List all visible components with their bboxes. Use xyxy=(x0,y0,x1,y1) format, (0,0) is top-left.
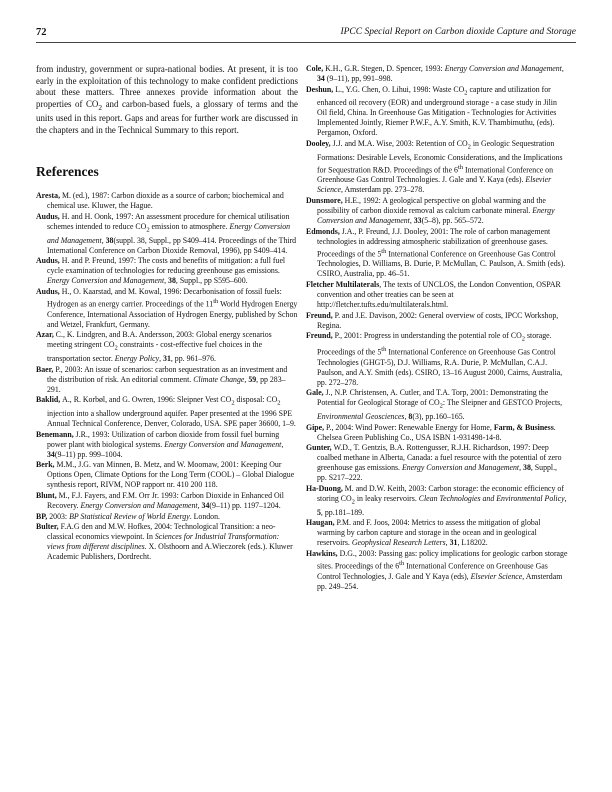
reference-text: , xyxy=(564,493,567,503)
reference-entry xyxy=(306,443,568,483)
reference-text: Freund, xyxy=(306,331,335,341)
reference-text: , xyxy=(409,216,414,226)
reference-text: H. and P. Freund, 1997: The costs and benefits of mitigation: a full fuel cycle examination of technologies for reducing greenhouse gas emissions. xyxy=(47,256,286,276)
reference-text: H.E., 1992: A geological perspective on global warming and the possibility of carbon dioxide removal as calcium carbonate mineral. xyxy=(317,195,546,215)
reference-text: H. and H. Oonk, 1997: An assessment procedure for chemical utilisation schemes intended to reduce CO xyxy=(47,211,290,232)
reference-text: Elsevier Science xyxy=(317,175,552,195)
reference-entry xyxy=(36,395,298,429)
reference-text: Audus, xyxy=(36,286,62,296)
reference-text: 38 xyxy=(523,463,531,473)
reference-text: Dooley, xyxy=(306,138,333,148)
reference-text: P., 2001: Progress in understanding the potential role of CO xyxy=(334,331,522,341)
reference-text: th xyxy=(381,345,387,353)
reference-text: 8 xyxy=(408,411,413,421)
reference-text: 2003: xyxy=(49,511,70,521)
header-rule xyxy=(36,42,576,43)
reference-text: 31 xyxy=(163,353,171,363)
reference-text: Energy Policy xyxy=(114,353,160,363)
reference-entry xyxy=(306,139,568,195)
reference-text: (9–11), pp, 991–998. xyxy=(324,74,393,84)
reference-text: Elsevier Science xyxy=(470,571,523,581)
reference-text: International Conference on Greenhouse Gas Control Technologies (GHGT-5), D.J. Williams, R.A. Durie, P. McMullan, C.A.J. Paulson, and A.Y. Smith (eds). CSIRO, 13–16 August 2000, Cairns, Australia, pp. 272–278. xyxy=(317,347,563,387)
reference-text: , Amsterdam pp. 249–254. xyxy=(317,571,563,591)
reference-text: Benemann, xyxy=(36,429,76,439)
right-column xyxy=(306,64,568,592)
reference-text: Energy Conversion and Management xyxy=(444,64,562,73)
reference-text: Gipe, xyxy=(306,422,327,432)
reference-text: , pp 283–291. xyxy=(47,374,286,394)
reference-text: 2 xyxy=(467,143,471,151)
reference-text: M. (ed.), 1987: Carbon dioxide as a source of carbon; biochemical and chemical use. Kluwer, the Hague. xyxy=(47,191,284,211)
references-list-left xyxy=(36,191,298,562)
reference-text: . Chelsea Green Publishing Co., USA ISBN 1-931498-14-8. xyxy=(317,422,556,442)
reference-text: (3), pp.160–165. xyxy=(412,411,465,421)
reference-text: storage. Proceedings of the 5 xyxy=(317,331,552,357)
reference-entry xyxy=(306,549,568,592)
reference-text: . London. xyxy=(189,511,220,521)
reference-text: , xyxy=(281,439,284,449)
reference-text: th xyxy=(457,163,464,171)
reference-text: Baklid, xyxy=(36,395,63,405)
reference-entry xyxy=(36,522,298,562)
reference-text: 34 xyxy=(201,500,210,510)
reference-text: Haugan, xyxy=(306,518,337,528)
reference-text: , pp.181–189. xyxy=(320,507,365,517)
reference-text: 38 xyxy=(105,235,114,245)
reference-text: 34 xyxy=(47,449,55,459)
reference-entry xyxy=(36,330,298,364)
reference-text: W.D., T. Gentzis, B.A. Rottengusser, R.J.H. Richardson, 1997: Deep coalbed methane in Alberta, Canada: a fuel resource with the potential of zero greenhouse gas emissions. xyxy=(317,443,562,473)
reference-text: , Amsterdam pp. 273–278. xyxy=(340,185,425,195)
reference-text: 2 xyxy=(146,226,150,234)
reference-text: (9–11) pp. 999–1004. xyxy=(54,449,123,459)
reference-text: , xyxy=(404,411,409,421)
reference-entry xyxy=(306,331,568,387)
reference-text: Cole, xyxy=(306,64,326,73)
reference-text: constraints - cost-effective fuel choices in the transportation sector. xyxy=(47,340,263,363)
reference-text: International Conference on Greenhouse Gas Control Technologies, D. Williams, B. Durie, P. McMullan, C. Paulson, A. Smith (eds). CSIRO, Australia, pp. 46–51. xyxy=(317,249,566,279)
reference-text: Gunter, xyxy=(306,443,334,453)
references-list-right xyxy=(306,64,568,592)
reference-text: M., F.J. Fayers, and F.M. Orr Jr. 1993: Carbon Dioxide in Enhanced Oil Recovery. xyxy=(47,490,284,510)
reference-text: Audus, xyxy=(36,211,62,221)
reference-text: Sciences for Industrial Transformation: views from different disciplines xyxy=(47,532,280,552)
reference-text: World Hydrogen Energy Conference, International Association of Hydrogen Energy, published by Schon and Wetzel, Frankfurt, Germany. xyxy=(47,299,298,329)
reference-text: Deshun, xyxy=(306,84,336,94)
reference-text: disposal: CO xyxy=(234,395,278,405)
reference-text: 5 xyxy=(317,507,321,517)
reference-text: 59 xyxy=(248,374,257,384)
reference-text: M.M., J.G. van Minnen, B. Metz, and W. Moomaw, 2001: Keeping Our Options Open, Climate Options for the Long Term (COOL) – Global Dialogue synthesis report, RIVM, NOP rapport nr. 410 200 118. xyxy=(47,460,295,490)
reference-text: Aresta, xyxy=(36,191,62,201)
reference-text: Gale, xyxy=(306,388,326,398)
reference-text: 2 xyxy=(351,498,355,506)
running-header-title: IPCC Special Report on Carbon dioxide Capture and Storage xyxy=(340,27,576,37)
reference-text: 2 xyxy=(439,402,443,410)
reference-text: J., N.P. Christensen, A. Cutler, and T.A. Torp, 2001: Demonstrating the Potential for Geological Storage of CO xyxy=(317,388,549,408)
reference-text: H., O. Kaarstad, and M. Kowal, 1996: Decarbonisation of fossil fuels: Hydrogen as an energy carrier. Proceedings of the 11 xyxy=(47,286,282,309)
intro-subscript: 2 xyxy=(98,102,103,112)
reference-text: , xyxy=(519,463,524,473)
left-column xyxy=(36,64,298,563)
reference-text: 2 xyxy=(464,89,468,97)
reference-entry xyxy=(36,212,298,256)
reference-text: F.A.G den and M.W. Hofkes, 2004: Technological Transition: a neo-classical economics viewpoint. In xyxy=(47,522,276,542)
reference-text: , xyxy=(101,235,106,245)
reference-entry xyxy=(306,280,568,310)
reference-text: Energy Conversion and Management xyxy=(47,276,165,286)
reference-text: Fletcher Multilaterals xyxy=(306,280,380,290)
reference-text: Bulter, xyxy=(36,522,61,532)
reference-text: th xyxy=(399,559,405,567)
page-number: 72 xyxy=(36,27,47,38)
reference-text: P.M. and F. Joos, 2004: Metrics to assess the mitigation of global warming by carbon capture and storage in the ocean and in geological reservoirs. xyxy=(317,518,541,548)
reference-entry xyxy=(306,518,568,548)
intro-text-b: and carbon-based fuels, a glossary of terms and the units used in this report. Gaps and areas for further work are discussed in the chapters and in the Technical Summary to this report. xyxy=(36,98,298,135)
references-heading: References xyxy=(36,164,99,180)
reference-text: 2 xyxy=(231,399,235,407)
reference-text: Dunsmore, xyxy=(306,195,345,205)
reference-entry xyxy=(36,460,298,490)
reference-text: Geophysical Research Letters xyxy=(351,538,446,548)
reference-text: BP, xyxy=(36,511,50,521)
reference-text: 38 xyxy=(168,276,176,286)
reference-text: , xyxy=(561,64,564,73)
reference-text: Energy Conversion and Management xyxy=(47,222,291,245)
reference-text: . X. Olsthoorn and A.Wieczorek (eds.). Kluwer Academic Publishers, Dordrecht. xyxy=(47,542,293,562)
reference-text: (9–11) pp. 1197–1204. xyxy=(209,500,281,510)
reference-text: (5–8), pp. 565–572. xyxy=(421,216,484,226)
reference-entry xyxy=(306,64,568,84)
reference-text: Farm, & Business xyxy=(493,422,554,432)
intro-text-a: from industry, government or supra-national bodies. At present, it is too early in the exploitation of this technology to make confident predictions about these matters. Three annexes provide information about the properties of CO xyxy=(36,64,298,109)
reference-text: Energy Conversion and Management xyxy=(317,205,555,226)
reference-entry xyxy=(306,85,568,139)
reference-text: 2 xyxy=(114,344,118,352)
reference-text: Energy Conversion and Management xyxy=(164,439,282,449)
reference-text: , The texts of UNCLOS, the London Convention, OSPAR convention and other treaties can be seen at http://fletcher.tufts.edu/multilaterals.html. xyxy=(317,280,561,310)
reference-text: 2 xyxy=(521,335,526,343)
reference-text: capture and utilization for enhanced oil recovery (EOR) and underground storage - a case study in Jilin Oil field, China. In Greenhouse Gas Mitigation - Technologies for Activities Implemented Jointly, Riemer P.W.F., A.Y. Smith, K.V. Thambimuthu, (eds). Pergamon, Oxford. xyxy=(317,84,557,138)
reference-text: 34 xyxy=(317,74,325,84)
reference-entry xyxy=(306,423,568,443)
reference-text: 2 xyxy=(277,399,281,407)
reference-text: , xyxy=(445,538,450,548)
reference-text: P. and J.E. Davison, 2002: General overview of costs, IPCC Workshop, Regina. xyxy=(317,310,559,330)
reference-text: L., Y.G. Chen, O. Lihui, 1998: Waste CO xyxy=(335,84,465,94)
reference-text: A., R. Korbøl, and G. Owren, 1996: Sleipner Vest CO xyxy=(62,395,232,405)
reference-text: Berk, xyxy=(36,460,57,470)
reference-text: , xyxy=(159,353,164,363)
reference-text: Hawkins, xyxy=(306,548,340,558)
reference-text: K.H., G.R. Stegen, D. Spencer, 1993: xyxy=(325,64,445,73)
reference-text: : The Sleipner and GESTCO Projects, xyxy=(442,398,563,408)
reference-text: , xyxy=(244,374,249,384)
reference-text: D.G., 2003: Passing gas: policy implications for geologic carbon storage sites. Proceedings of the 6 xyxy=(317,548,568,571)
reference-text: Energy Conversion and Management xyxy=(401,463,520,473)
reference-text: P., 2003: An issue of scenarios: carbon sequestration as an investment and the distribution of risk. An editorial comment. xyxy=(47,364,288,384)
reference-text: Freund, xyxy=(306,310,335,320)
reference-text: , xyxy=(164,276,169,286)
reference-text: , Suppl., pp S595–600. xyxy=(175,276,248,286)
reference-text: , L18202. xyxy=(457,538,488,548)
reference-entry xyxy=(306,311,568,331)
reference-text: M. and D.W. Keith, 2003: Carbon storage: the economic efficiency of storing CO xyxy=(317,483,564,503)
reference-text: Baer, xyxy=(36,364,56,374)
intro-paragraph xyxy=(36,64,298,136)
reference-text: (suppl. 38, Suppl., pp S409–414. Proceedings of the Third International Conference on Carbon Dioxide Removal, 1996), pp S409–414. xyxy=(47,235,297,255)
reference-entry xyxy=(36,491,298,511)
reference-text: emission to atmosphere. xyxy=(149,222,230,232)
reference-text: , pp. 961–976. xyxy=(170,353,216,363)
reference-text: Ha-Duong, xyxy=(306,483,345,493)
reference-text: th xyxy=(381,247,387,255)
reference-entry xyxy=(36,287,298,330)
reference-text: in leaky reservoirs. xyxy=(354,493,419,503)
reference-text: P., 2004: Wind Power: Renewable Energy for Home, xyxy=(326,422,494,432)
reference-text: Climate Change xyxy=(193,374,245,384)
reference-entry xyxy=(306,196,568,226)
reference-text: injection into a shallow underground aquifer. Paper presented at the 1996 SPE Annual Technical Conference, Denver, Colorado, USA. SPE paper 36600, 1–9. xyxy=(47,408,296,428)
reference-text: International Conference on Greenhouse Gas Control Technologies. J. Gale and Y. Kaya (eds). xyxy=(317,165,553,185)
reference-text: C., K. Lindgren, and B.A. Andersson, 2003: Global energy scenarios meeting stringent CO xyxy=(47,330,272,350)
reference-text: 33 xyxy=(413,216,422,226)
reference-entry xyxy=(36,512,298,522)
reference-entry xyxy=(306,484,568,518)
reference-entry xyxy=(36,256,298,286)
reference-text: Clean Technologies and Environmental Policy xyxy=(418,493,565,503)
reference-text: Blunt, xyxy=(36,490,59,500)
reference-text: BP Statistical Review of World Energy xyxy=(69,511,190,521)
reference-text: Environmental Geosciences xyxy=(317,411,405,421)
reference-text: Azar, xyxy=(36,330,56,340)
reference-text: 31 xyxy=(449,538,458,548)
reference-entry xyxy=(306,227,568,280)
reference-text: th xyxy=(213,298,219,306)
reference-entry xyxy=(306,388,568,422)
reference-entry xyxy=(36,430,298,460)
reference-text: International Conference on Greenhouse Gas Control Technologies, J. Gale and Y Kaya (eds), xyxy=(317,561,548,581)
reference-text: Audus, xyxy=(36,256,62,266)
reference-text: Edmonds, xyxy=(306,226,342,236)
reference-text: J.A., P. Freund, J.J. Dooley, 2001: The role of carbon management technologies in addressing atmospheric stabilization of greenhouse gases. Proceedings of the 5 xyxy=(317,226,551,259)
reference-text: , xyxy=(197,500,202,510)
reference-entry xyxy=(36,365,298,395)
reference-text: in Geologic Sequestration Formations: Desirable Levels, Economic Considerations, and the Implications for Sequestration R&D. Proceedings of the 6 xyxy=(317,138,563,175)
reference-text: J.R., 1993: Utilization of carbon dioxide from fossil fuel burning power plant with biological systems. xyxy=(47,429,280,449)
reference-text: J.J. and M.A. Wise, 2003: Retention of CO xyxy=(332,138,468,148)
reference-text: Energy Conversion and Management xyxy=(80,500,198,510)
reference-text: , Suppl., pp. S217–222. xyxy=(317,463,558,483)
reference-entry xyxy=(36,191,298,211)
